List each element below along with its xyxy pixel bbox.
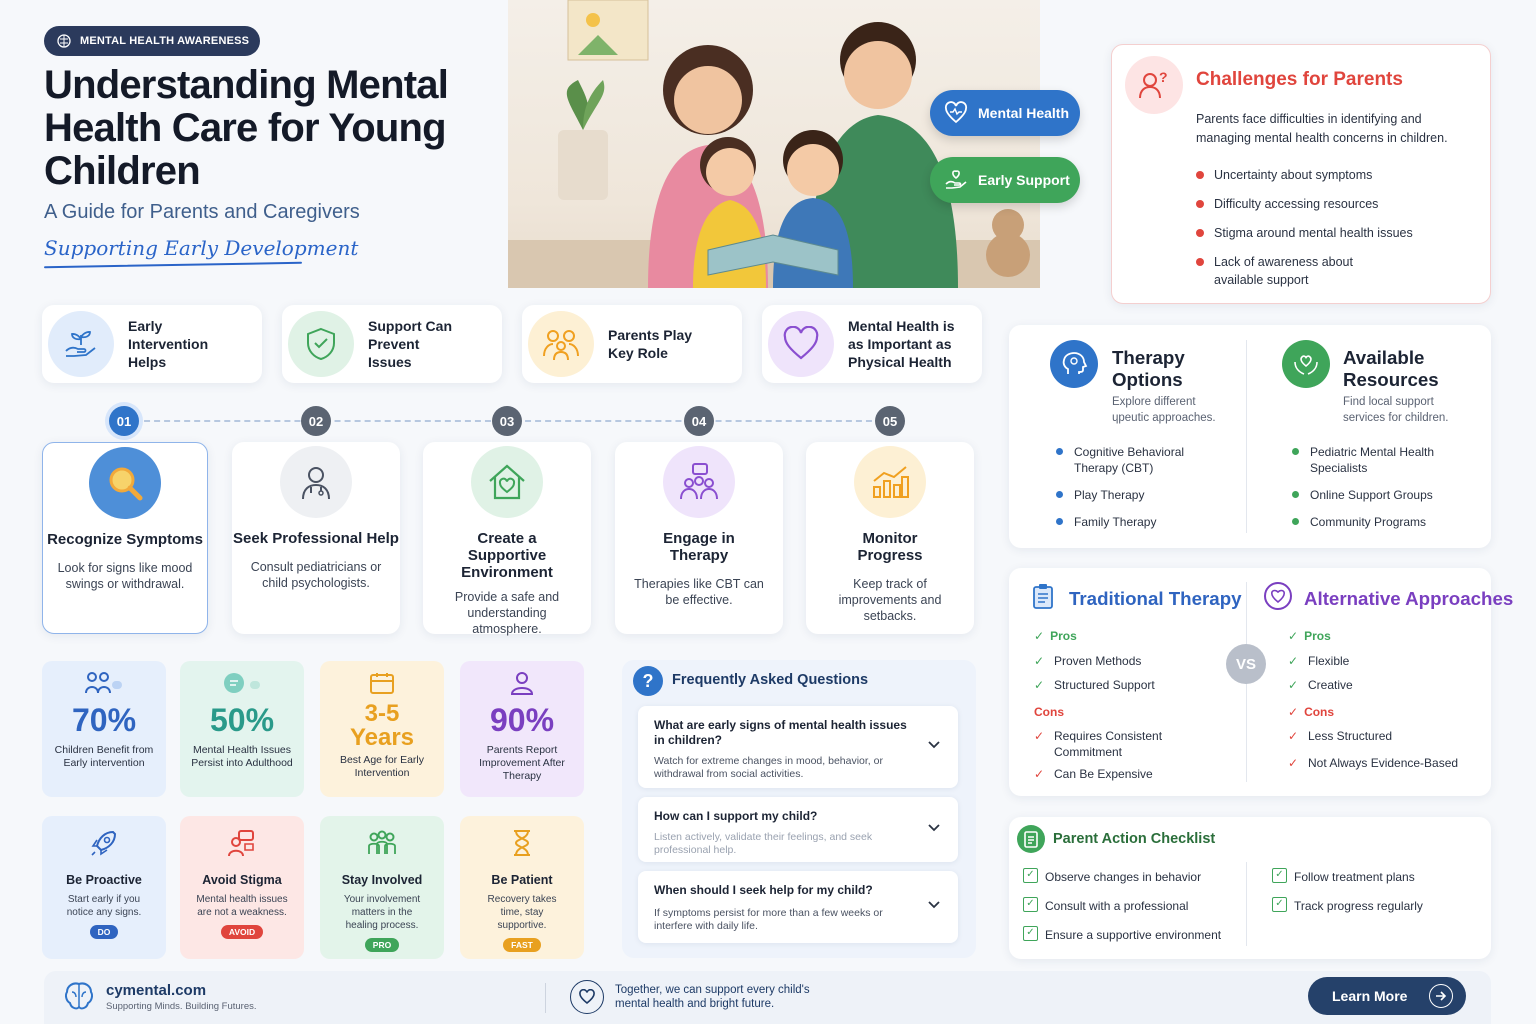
cons-label: ✓ Cons <box>1288 705 1335 719</box>
resources-description: Find local support services for children. <box>1343 396 1449 424</box>
svg-text:?: ? <box>1159 69 1168 85</box>
list-item: Online Support Groups <box>1292 487 1462 503</box>
step-card-therapy <box>615 442 783 634</box>
step-card-seek-help <box>232 442 400 634</box>
tip-description: Recovery takes time, stay supportive. <box>487 894 557 931</box>
fact-card-early-intervention <box>42 305 262 383</box>
challenges-title: Challenges for Parents <box>1196 69 1403 90</box>
early-support-pill[interactable] <box>930 157 1080 203</box>
fact-label: Early Intervention Helps <box>128 318 209 370</box>
checklist-item[interactable]: ✓ Consult with a professional <box>1023 898 1243 914</box>
person-icon <box>509 671 535 695</box>
step-number: 01 <box>109 406 139 436</box>
family-icon <box>84 671 124 695</box>
learn-more-label: Learn More <box>1332 988 1408 1004</box>
footer-message: Together, we can support every child's mental health and bright future. <box>615 984 810 1010</box>
tip-title: Avoid Stigma <box>202 873 282 887</box>
shield-heart-icon <box>288 311 354 377</box>
learn-more-button[interactable] <box>1308 977 1466 1015</box>
fact-card-equal-importance <box>762 305 982 383</box>
page-subtitle: A Guide for Parents and Caregivers <box>44 201 360 223</box>
brain-head-icon <box>1050 340 1098 388</box>
hand-sprout-icon <box>48 311 114 377</box>
fact-label: Parents Play Key Role <box>608 327 693 361</box>
heart-pulse-icon <box>944 101 968 125</box>
traditional-pros <box>1034 653 1224 701</box>
tip-card-avoid-stigma <box>180 816 304 959</box>
list-item: ✓ Structured Support <box>1034 677 1224 693</box>
faq-answer: If symptoms persist for more than a few weeks or interfere with daily life. <box>654 907 883 932</box>
stat-card <box>180 661 304 797</box>
awareness-badge <box>44 26 260 56</box>
tip-description: Your involvement matters in the healing process. <box>343 894 421 931</box>
tagline-underline <box>44 262 302 269</box>
hand-heart-icon <box>944 168 968 192</box>
fact-label: Support Can Prevent Issues <box>368 318 452 370</box>
resources-list <box>1292 444 1462 541</box>
people-talk-icon <box>227 828 257 858</box>
checklist-icon <box>1017 825 1045 853</box>
footer-site[interactable]: cymental.com <box>106 982 207 999</box>
vs-badge: VS <box>1226 644 1266 684</box>
cons-label: Cons <box>1034 705 1064 719</box>
checklist-col-1 <box>1023 869 1243 956</box>
divider <box>1246 862 1247 946</box>
step-title: Engage in Therapy <box>663 530 735 564</box>
faq-item[interactable] <box>638 797 958 862</box>
tip-title: Be Patient <box>491 873 553 887</box>
step-title: Create a Supportive Environment <box>461 530 553 581</box>
magnifier-icon <box>89 447 161 519</box>
hourglass-icon <box>507 828 537 858</box>
alternative-pros <box>1288 653 1478 701</box>
mental-health-pill[interactable] <box>930 90 1080 136</box>
stat-value: 70% <box>71 702 137 738</box>
faq-answer: Listen actively, validate their feelings, and seek professional help. <box>654 831 873 856</box>
tip-description: Start early if you notice any signs. <box>66 894 142 918</box>
step-card-recognize <box>42 442 208 634</box>
stat-label: Children Benefit from Early intervention <box>54 744 154 769</box>
faq-answer: Watch for extreme changes in mood, behavior, or withdrawal from social activities. <box>654 755 883 780</box>
step-card-monitor <box>806 442 974 634</box>
calendar-icon <box>369 671 395 695</box>
therapy-options-list <box>1056 444 1226 541</box>
list-item: ✓ Proven Methods <box>1034 653 1224 669</box>
pros-label-text: Pros <box>1304 629 1331 643</box>
fact-card-support-prevents <box>282 305 502 383</box>
fact-label: Mental Health is as Important as Physical Health <box>848 318 955 370</box>
checklist-item[interactable]: ✓ Track progress regularly <box>1272 898 1472 914</box>
tagline: Supporting Early Development <box>44 236 359 260</box>
step-card-environment <box>423 442 591 634</box>
hero-illustration <box>508 0 1040 288</box>
arrow-right-icon <box>1429 984 1453 1008</box>
fact-card-parents-role <box>522 305 742 383</box>
stat-value: 90% <box>489 702 555 738</box>
resources-title: Available Resources <box>1343 347 1439 390</box>
chevron-down-icon[interactable] <box>928 901 940 909</box>
home-heart-icon <box>471 446 543 518</box>
step-description: Keep track of improvements and setbacks. <box>838 577 942 623</box>
step-description: Consult pediatricians or child psychologists. <box>250 560 382 590</box>
stat-card <box>320 661 444 797</box>
pros-label: ✓ Pros <box>1288 629 1331 643</box>
challenges-list <box>1196 166 1476 300</box>
chevron-down-icon[interactable] <box>928 824 940 832</box>
step-number: 04 <box>684 406 714 436</box>
head-icon <box>222 671 262 695</box>
heart-icon <box>570 980 604 1014</box>
chart-growth-icon <box>854 446 926 518</box>
checklist-item[interactable]: ✓ Observe changes in behavior <box>1023 869 1243 885</box>
pros-label-text: Pros <box>1050 629 1077 643</box>
tip-description: Mental health issues are not a weakness. <box>196 894 288 918</box>
step-description: Look for signs like mood swings or withdrawal. <box>57 561 193 591</box>
pros-label: ✓ Pros <box>1034 629 1077 643</box>
step-title: Recognize Symptoms <box>47 531 203 548</box>
challenges-description: Parents face difficulties in identifying and managing mental health concerns in children. <box>1196 112 1448 145</box>
list-item: Family Therapy <box>1056 514 1226 530</box>
tip-tag: DO <box>90 925 119 939</box>
family-icon <box>528 311 594 377</box>
list-item: Lack of awareness about available support <box>1196 253 1366 289</box>
list-item: ✓ Requires Consistent Commitment <box>1034 728 1204 760</box>
group-icon <box>367 828 397 858</box>
stat-card <box>42 661 166 797</box>
faq-question: When should I seek help for my child? <box>654 883 873 897</box>
page-title: Understanding Mental Health Care for Young Children <box>44 63 449 193</box>
list-item: Uncertainty about symptoms <box>1196 166 1476 184</box>
step-number: 02 <box>301 406 331 436</box>
faq-item[interactable] <box>638 706 958 788</box>
stat-value: 50% <box>209 702 275 738</box>
list-item: Play Therapy <box>1056 487 1226 503</box>
list-item: Community Programs <box>1292 514 1462 530</box>
pill-label: Mental Health <box>978 105 1070 121</box>
checklist-item[interactable]: ✓ Ensure a supportive environment <box>1023 927 1243 943</box>
list-item: Pediatric Mental Health Specialists <box>1292 444 1462 476</box>
alternative-title: Alternative Approaches <box>1304 588 1514 609</box>
step-description: Therapies like CBT can be effective. <box>634 577 764 607</box>
step-description: Provide a safe and understanding atmosphere. <box>454 590 560 636</box>
stat-value: 3-5 Years <box>349 700 415 751</box>
confused-parent-icon <box>1125 56 1183 114</box>
brain-icon <box>56 33 72 49</box>
list-item: ✓ Not Always Evidence-Based <box>1288 755 1483 771</box>
divider <box>545 983 546 1013</box>
stat-card <box>460 661 584 797</box>
tip-card-stay-involved <box>320 816 444 959</box>
tip-card-be-patient <box>460 816 584 959</box>
list-item: Cognitive Behavioral Therapy (CBT) <box>1056 444 1226 476</box>
alternative-icon <box>1264 582 1292 610</box>
cons-label-text: Cons <box>1304 705 1335 719</box>
list-item: ✓ Creative <box>1288 677 1478 693</box>
tip-title: Be Proactive <box>66 873 142 887</box>
list-item: Difficulty accessing resources <box>1196 195 1476 213</box>
list-item: ✓ Flexible <box>1288 653 1478 669</box>
stat-label: Parents Report Improvement After Therapy <box>479 744 565 782</box>
faq-question: What are early signs of mental health issues in children? <box>654 718 907 747</box>
faq-title: Frequently Asked Questions <box>672 672 869 688</box>
stat-label: Best Age for Early Intervention <box>339 754 425 779</box>
divider <box>1246 340 1247 533</box>
faq-item[interactable] <box>638 871 958 943</box>
step-title: Seek Professional Help <box>233 530 399 547</box>
group-chat-icon <box>663 446 735 518</box>
rocket-icon <box>89 828 119 858</box>
traditional-cons <box>1034 728 1204 790</box>
alternative-cons <box>1288 728 1483 779</box>
question-icon: ? <box>633 666 663 696</box>
heart-icon <box>768 311 834 377</box>
step-number: 03 <box>492 406 522 436</box>
tip-card-proactive <box>42 816 166 959</box>
tip-tag: AVOID <box>221 925 263 939</box>
pill-label: Early Support <box>978 172 1070 188</box>
tip-tag: FAST <box>503 938 541 952</box>
step-number: 05 <box>875 406 905 436</box>
checklist-col-2 <box>1272 869 1472 927</box>
list-item: Stigma around mental health issues <box>1196 224 1476 242</box>
clipboard-icon <box>1029 582 1057 610</box>
badge-label: MENTAL HEALTH AWARENESS <box>80 35 250 47</box>
checklist-title: Parent Action Checklist <box>1053 831 1216 847</box>
checklist-item[interactable]: ✓ Follow treatment plans <box>1272 869 1472 885</box>
chevron-down-icon[interactable] <box>928 741 940 749</box>
doctor-icon <box>280 446 352 518</box>
list-item: ✓ Less Structured <box>1288 728 1483 744</box>
list-item: ✓ Can Be Expensive <box>1034 766 1204 782</box>
faq-question: How can I support my child? <box>654 809 818 823</box>
therapy-options-description: Explore different ɥpeutic approaches. <box>1112 396 1216 424</box>
step-title: Monitor Progress <box>857 530 923 564</box>
hands-heart-icon <box>1282 340 1330 388</box>
footer-slogan: Supporting Minds. Building Futures. <box>106 1001 257 1012</box>
stat-label: Mental Health Issues Persist into Adulthood <box>191 744 293 769</box>
tip-tag: PRO <box>365 938 399 952</box>
traditional-title: Traditional Therapy <box>1069 588 1242 609</box>
tip-title: Stay Involved <box>341 873 423 887</box>
brain-logo-icon <box>62 979 96 1013</box>
therapy-options-title: Therapy Options <box>1112 347 1185 390</box>
